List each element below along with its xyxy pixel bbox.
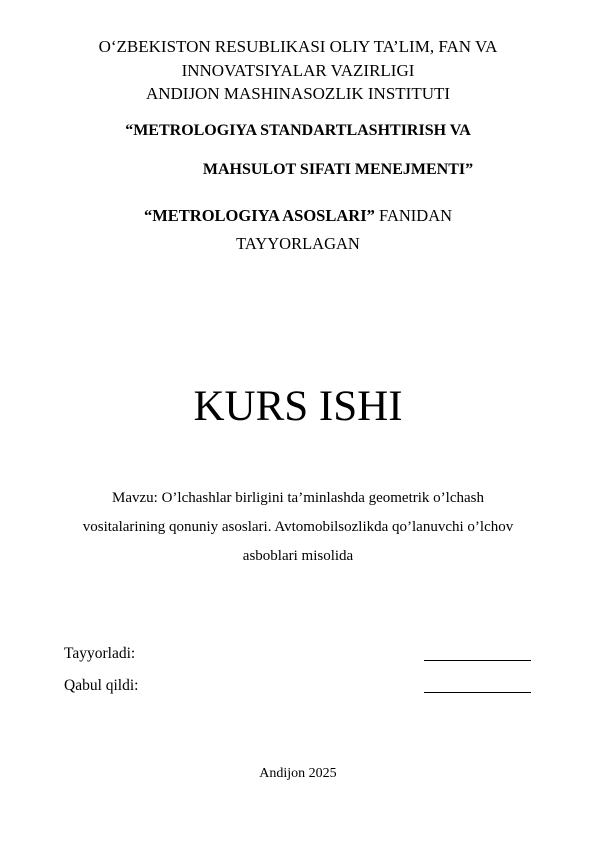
subject-line [0, 204, 596, 227]
department-line-2: MAHSULOT SIFATI MENEJMENTI” [202, 161, 474, 178]
subject-name: “METROLOGIYA ASOSLARI” [143, 206, 375, 225]
topic-line-3: asboblari misolida [242, 548, 354, 564]
subject-suffix: FANIDAN [374, 206, 453, 225]
subject-line-2: TAYYORLAGAN [236, 234, 360, 253]
accepted-by-signature-line [424, 678, 531, 693]
prepared-by-label: Tayyorladi: [64, 645, 136, 662]
institute-name: ANDIJON MASHINASOZLIK INSTITUTI [145, 84, 451, 103]
ministry-line-2: INNOVATSIYALAR VAZIRLIGI [181, 61, 415, 80]
ministry-line-1: O‘ZBEKISTON RESUBLIKASI OLIY TA’LIM, FAN VA [98, 37, 498, 56]
department-line-1: “METROLOGIYA STANDARTLASHTIRISH VA [125, 122, 471, 139]
prepared-by-signature-line [424, 646, 531, 661]
accepted-by-label: Qabul qildi: [64, 677, 139, 694]
document-title: KURS ISHI [193, 383, 403, 430]
city-year: Andijon 2025 [259, 766, 337, 781]
topic-line-2: vositalarining qonuniy asoslari. Avtomobilsozlikda qo’lanuvchi o’lchov [82, 519, 514, 535]
topic-line-1: Mavzu: O’lchashlar birligini ta’minlashda geometrik o’lchash [112, 490, 484, 506]
